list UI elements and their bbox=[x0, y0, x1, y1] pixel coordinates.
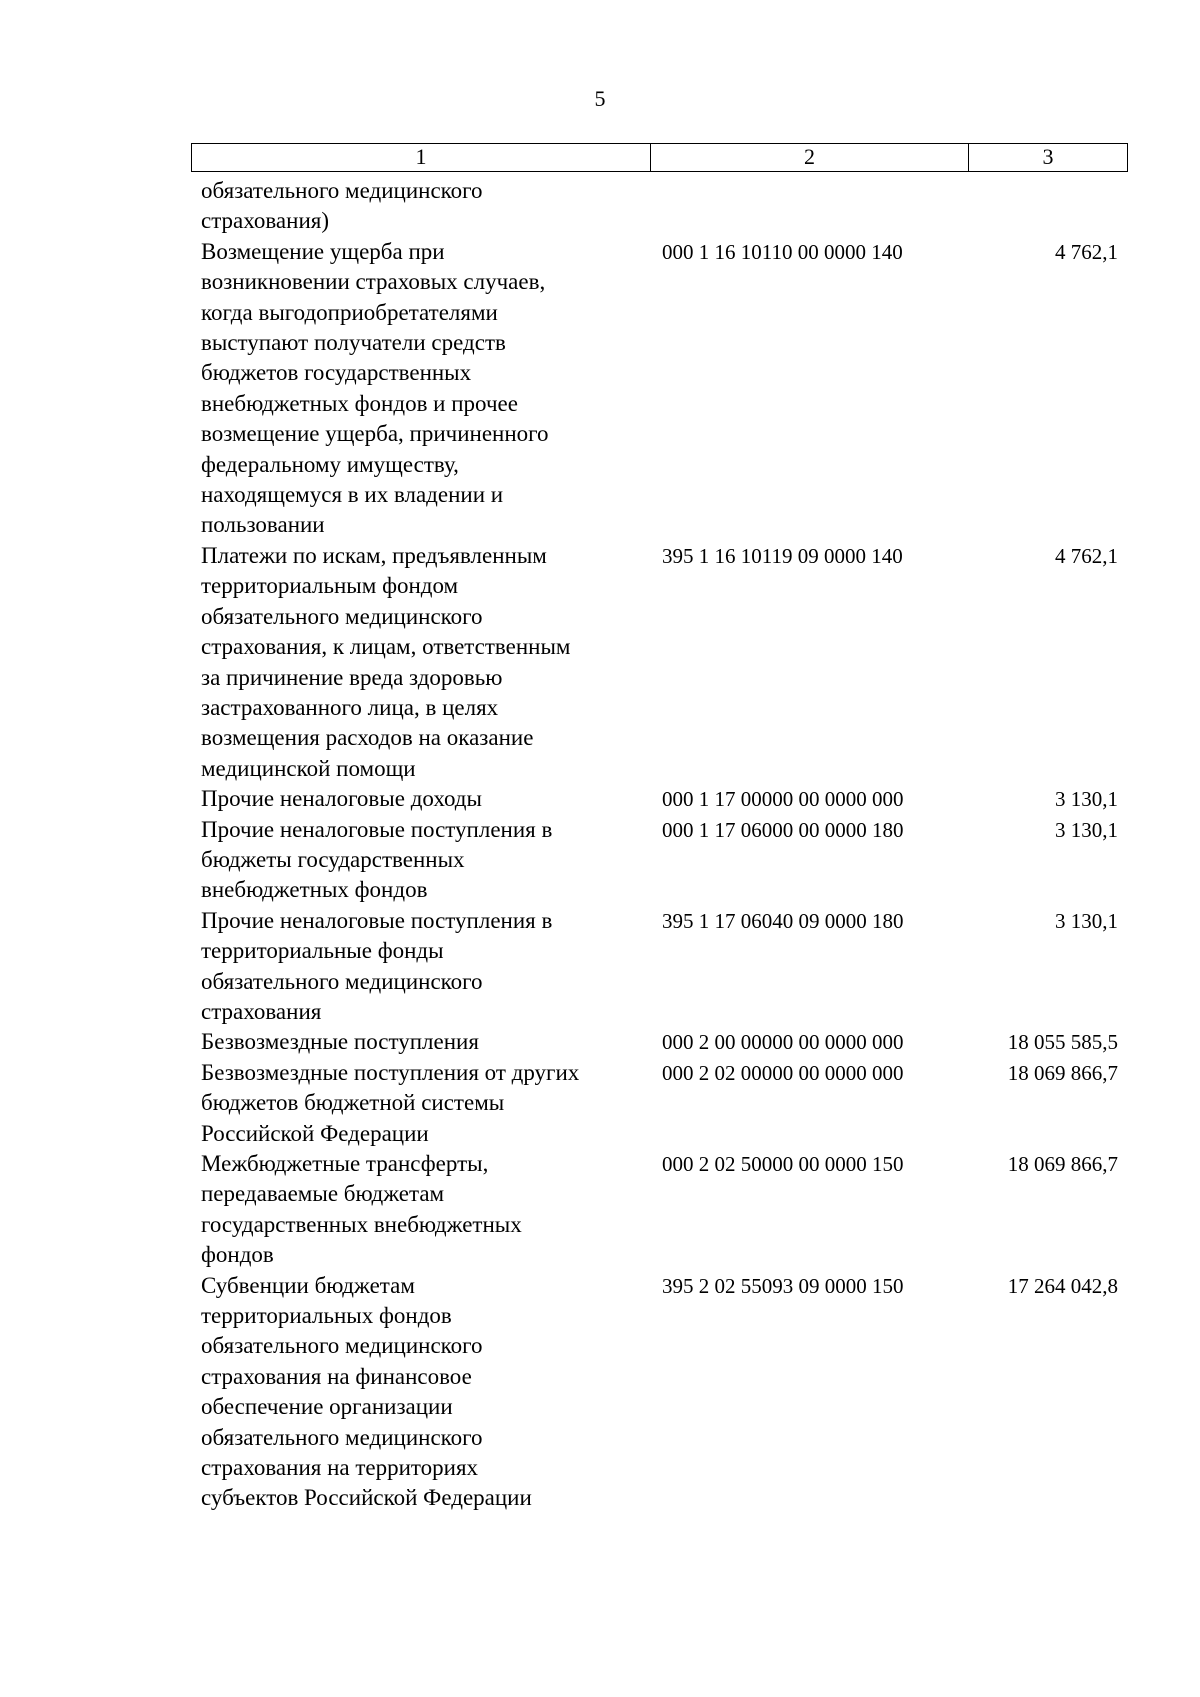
row-code: 000 2 02 00000 00 0000 000 bbox=[662, 1060, 904, 1085]
page-number: 5 bbox=[594, 86, 606, 111]
row-amount: 3 130,1 bbox=[1055, 817, 1118, 842]
table-body bbox=[0, 176, 1200, 1514]
table-row bbox=[0, 815, 1200, 906]
table-header-col-3: 3 bbox=[1042, 144, 1054, 169]
table-header bbox=[191, 143, 1128, 172]
row-name: Безвозмездные поступления от других бюджетов бюджетной системы Российской Федерации bbox=[201, 1059, 580, 1146]
table-row bbox=[0, 237, 1200, 541]
row-code: 000 1 16 10110 00 0000 140 bbox=[662, 239, 903, 264]
row-code: 395 1 17 06040 09 0000 180 bbox=[662, 908, 904, 933]
row-name: Прочие неналоговые поступления в территориальные фонды обязательного медицинского страхования bbox=[201, 907, 553, 1024]
row-name: Прочие неналоговые поступления в бюджеты государственных внебюджетных фондов bbox=[201, 816, 553, 903]
row-name: обязательного медицинского страхования) bbox=[201, 178, 483, 234]
row-code: 395 1 16 10119 09 0000 140 bbox=[662, 543, 903, 568]
row-name: Прочие неналоговые доходы bbox=[201, 786, 482, 812]
table-row bbox=[0, 906, 1200, 1028]
table-row bbox=[0, 784, 1200, 814]
row-amount: 4 762,1 bbox=[1055, 239, 1118, 264]
row-amount: 3 130,1 bbox=[1055, 787, 1118, 812]
row-amount: 18 069 866,7 bbox=[1007, 1060, 1118, 1085]
row-name: Безвозмездные поступления bbox=[201, 1029, 479, 1055]
table-header-col-2: 2 bbox=[651, 144, 969, 171]
row-code: 000 1 17 06000 00 0000 180 bbox=[662, 817, 904, 842]
row-code: 395 2 02 55093 09 0000 150 bbox=[662, 1273, 904, 1298]
table-row bbox=[0, 176, 1200, 237]
table-row bbox=[0, 1027, 1200, 1057]
row-amount: 4 762,1 bbox=[1055, 543, 1118, 568]
row-code: 000 2 00 00000 00 0000 000 bbox=[662, 1030, 904, 1055]
row-name: Платежи по искам, предъявленным территориальным фондом обязательного медицинского страхования, к лицам, ответственным за причинение вреда здоровью застрахованного лица, в целях возмещения расходов на оказание медицинской помощи bbox=[201, 542, 571, 781]
row-name: Межбюджетные трансферты, передаваемые бюджетам государственных внебюджетных фондов bbox=[201, 1151, 522, 1268]
row-amount: 18 055 585,5 bbox=[1007, 1030, 1118, 1055]
table-row bbox=[0, 1149, 1200, 1271]
table-row bbox=[0, 1271, 1200, 1514]
row-amount: 17 264 042,8 bbox=[1007, 1273, 1118, 1298]
row-amount: 18 069 866,7 bbox=[1007, 1152, 1118, 1176]
table-row bbox=[0, 1058, 1200, 1149]
row-name: Возмещение ущерба при возникновении страховых случаев, когда выгодоприобретателями выступают получатели средств бюджетов государственных внебюджетных фондов и прочее возмещение ущерба, причиненного федеральному имуществу, находящемуся в их владении и пользовании bbox=[201, 238, 549, 538]
row-amount: 3 130,1 bbox=[1055, 908, 1118, 933]
row-name: Субвенции бюджетам территориальных фондов обязательного медицинского страхования на финансовое обеспечение организации обязательного медицинского страхования на территориях субъектов Российской Федерации bbox=[201, 1272, 532, 1511]
table-row bbox=[0, 541, 1200, 784]
row-code: 000 1 17 00000 00 0000 000 bbox=[662, 787, 904, 812]
table-header-col-1: 1 bbox=[192, 144, 651, 171]
row-code: 000 2 02 50000 00 0000 150 bbox=[662, 1152, 904, 1176]
